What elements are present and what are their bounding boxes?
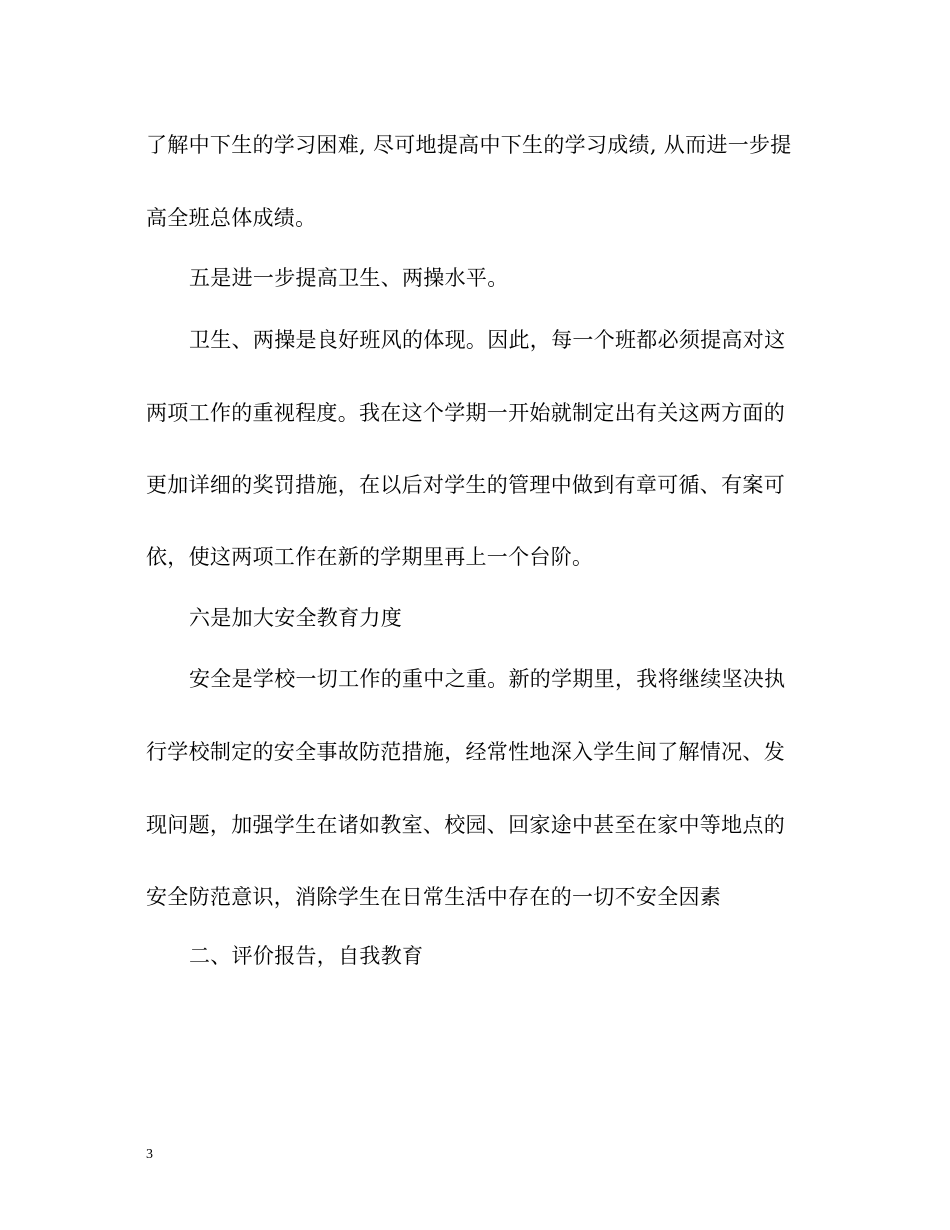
text-line: 安全是学校一切工作的重中之重。新的学期里，我将继续坚决执	[189, 667, 786, 691]
text-line: 现问题，加强学生在诸如教室、校园、回家途中甚至在家中等地点的	[146, 813, 785, 837]
section-heading: 五是进一步提高卫生、两操水平。	[189, 266, 509, 290]
section-heading: 六是加大安全教育力度	[189, 606, 402, 630]
page-number: 3	[146, 1147, 153, 1162]
text-line: 更加详细的奖罚措施，在以后对学生的管理中做到有章可循、有案可	[146, 473, 785, 497]
text-line: 卫生、两操是良好班风的体现。因此，每一个班都必须提高对这	[189, 328, 786, 352]
text-line: 高全班总体成绩。	[146, 206, 317, 230]
text-line: 两项工作的重视程度。我在这个学期一开始就制定出有关这两方面的	[146, 401, 785, 425]
text-line: 安全防范意识，消除学生在日常生活中存在的一切不安全因素	[146, 885, 722, 909]
section-heading: 二、评价报告，自我教育	[189, 944, 424, 968]
text-line: 行学校制定的安全事故防范措施，经常性地深入学生间了解情况、发	[146, 740, 785, 764]
text-line: 依，使这两项工作在新的学期里再上一个台阶。	[146, 545, 594, 569]
text-line: 了解中下生的学习困难, 尽可地提高中下生的学习成绩, 从而进一步提	[146, 133, 792, 157]
